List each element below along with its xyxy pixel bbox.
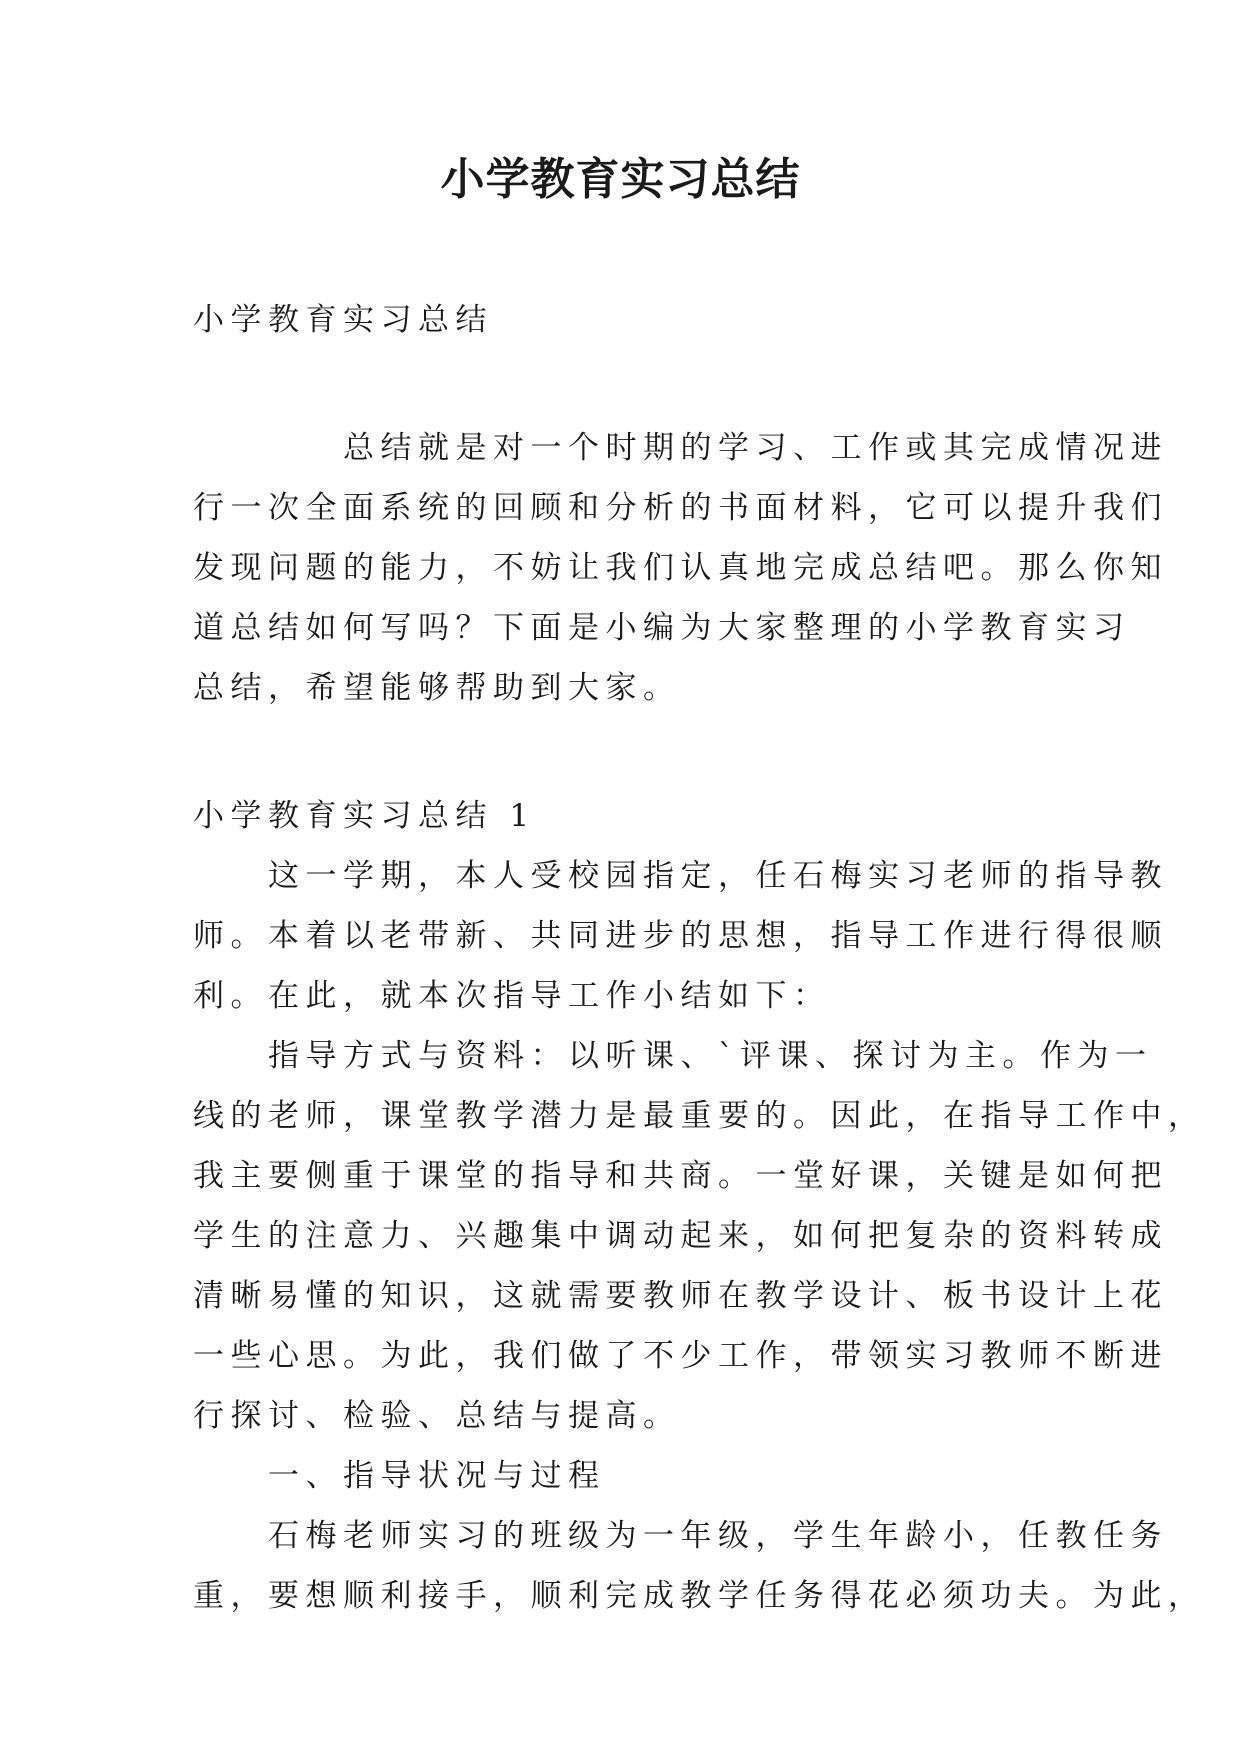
- section-heading: 小学教育实习总结 1: [193, 798, 536, 834]
- document-body: [193, 290, 1206, 1626]
- text-line: 一些心思。为此，我们做了不少工作，带领实习教师不断进: [193, 1338, 1168, 1374]
- paragraph-gap: [193, 350, 1053, 418]
- text-line: 总结，希望能够帮助到大家。: [193, 670, 681, 706]
- text-line: 行一次全面系统的回顾和分析的书面材料，它可以提升我们: [193, 490, 1168, 526]
- text-line: 发现问题的能力，不妨让我们认真地完成总结吧。那么你知: [193, 550, 1168, 586]
- text-line: 这一学期，本人受校园指定，任石梅实习老师的指导教: [193, 858, 1168, 894]
- document-title: 小学教育实习总结: [440, 154, 801, 205]
- text-line: 道总结如何写吗？下面是小编为大家整理的小学教育实习: [193, 610, 1131, 646]
- text-line: 行探讨、检验、总结与提高。: [193, 1398, 681, 1434]
- text-line: 利。在此，就本次指导工作小结如下：: [193, 978, 831, 1014]
- text-line: 指导方式与资料：以听课、`评课、探讨为主。作为一: [193, 1038, 1153, 1074]
- text-line: 一、指导状况与过程: [193, 1458, 606, 1494]
- text-line: 师。本着以老带新、共同进步的思想，指导工作进行得很顺: [193, 918, 1168, 954]
- text-line: 我主要侧重于课堂的指导和共商。一堂好课，关键是如何把: [193, 1158, 1168, 1194]
- text-line: 重，要想顺利接手，顺利完成教学任务得花必须功夫。为此，: [193, 1578, 1206, 1614]
- text-line: 清晰易懂的知识，这就需要教师在教学设计、板书设计上花: [193, 1278, 1168, 1314]
- section-body: [193, 846, 1206, 1626]
- text-line: 学生的注意力、兴趣集中调动起来，如何把复杂的资料转成: [193, 1218, 1168, 1254]
- text-line: 石梅老师实习的班级为一年级，学生年龄小，任教任务: [193, 1518, 1168, 1554]
- text-line: 总结就是对一个时期的学习、工作或其完成情况进: [193, 430, 1168, 466]
- paragraph-gap: [193, 718, 1053, 786]
- document-subtitle: 小学教育实习总结: [193, 302, 493, 338]
- intro-paragraph: [193, 418, 1168, 718]
- text-line: 线的老师，课堂教学潜力是最重要的。因此，在指导工作中，: [193, 1098, 1206, 1134]
